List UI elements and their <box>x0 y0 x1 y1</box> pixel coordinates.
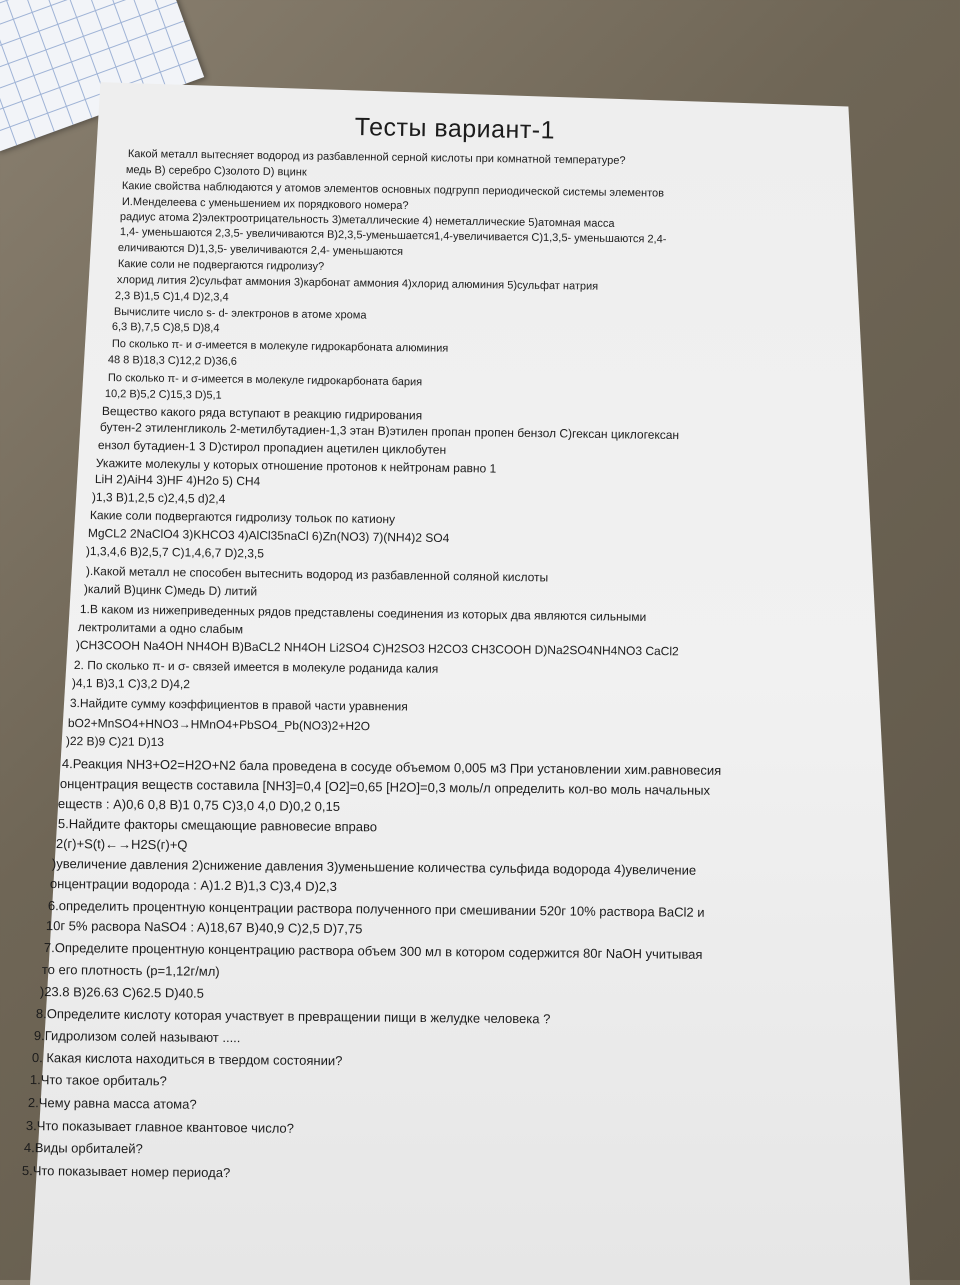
text-line: Укажите молекулы у которых отношение протонов к нейтронам равно 1 <box>95 456 497 476</box>
text-line: )1,3 B)1,2,5 c)2,4,5 d)2,4 <box>91 490 226 506</box>
text-line: )увеличение давления 2)снижение давления 3)уменьшение количества сульфида водорода 4)увеличение <box>51 856 697 878</box>
text-line: 8.Определите кислоту которая участвует в превращении пищи в желудке человека ? <box>35 1006 551 1027</box>
text-line: то его плотность (p=1,12г/мл) <box>41 962 220 979</box>
text-line: 7.Определите процентную концентрацию раствора объем 300 мл в котором содержится 80г NaOH учитывая <box>43 940 703 962</box>
text-line: онцентрация веществ составила [NH3]=0,4 [O2]=0,65 [H2O]=0,3 моль/л определить кол-во моль начальных <box>59 776 711 798</box>
text-line: медь B) серебро C)золото D) вцинк <box>125 164 307 179</box>
text-line: )калий B)цинк C)медь D) литий <box>83 582 258 599</box>
text-line: хлорид лития 2)сульфат аммония 3)карбонат аммония 4)хлорид алюминия 5)сульфат натрия <box>116 274 599 293</box>
text-line: Вещество какого ряда вступают в реакцию гидрирования <box>101 404 423 423</box>
text-line: )23.8 B)26.63 C)62.5 D)40.5 <box>39 984 205 1001</box>
text-line: 0. Какая кислота находиться в твердом состоянии? <box>31 1050 343 1069</box>
text-line: 3.Что показывает главное квантовое число? <box>25 1118 295 1136</box>
text-line: Вычислите число s- d- электронов в атоме хрома <box>113 306 367 322</box>
text-line: 48 8 B)18,3 C)12,2 D)36,6 <box>107 354 238 368</box>
text-line: )CH3COOH Na4OH NH4OH B)BaCL2 NH4OH Li2SO4 C)H2SO3 H2CO3 CH3COOH D)Na2SO4NH4NO3 CaCl2 <box>75 638 679 659</box>
text-line: 2.Чему равна масса атома? <box>27 1095 197 1112</box>
text-line: Какие соли подвергаются гидролизу тольок по катиону <box>89 508 396 527</box>
text-line: По сколько π- и σ-имеется в молекуле гидрокарбоната бария <box>107 372 423 389</box>
text-line: ).Какой металл не способен вытеснить водород из разбавленной соляной кислоты <box>85 564 549 585</box>
page-title: Тесты вариант-1 <box>354 113 556 145</box>
text-line: И.Менделеева с уменьшением их порядкового номера? <box>121 196 409 213</box>
text-line: )1,3,4,6 B)2,5,7 C)1,4,6,7 D)2,3,5 <box>85 544 265 561</box>
text-line: радиус атома 2)электроотрицательность 3)металлические 4) неметаллические 5)атомная масса <box>119 211 615 230</box>
text-line: 3.Найдите сумму коэффициентов в правой части уравнения <box>69 696 408 714</box>
text-line: Какие свойства наблюдаются у атомов элементов основных подгрупп периодической системы элементов <box>121 180 665 200</box>
text-line: 2,3 B)1,5 C)1,4 D)2,3,4 <box>114 290 229 304</box>
text-line: 1,4- уменьшаются 2,3,5- увеличиваются B)2,3,5-уменьшается1,4-увеличивается C)1,3,5- уменьшаются 2,4- <box>119 226 667 246</box>
text-line: LiH 2)AiH4 3)HF 4)H2o 5) CH4 <box>94 472 261 489</box>
text-line: 6,3 B),7,5 C)8,5 D)8,4 <box>111 321 220 335</box>
text-line: )22 B)9 C)21 D)13 <box>65 734 165 750</box>
text-line: бутен-2 этиленгликоль 2-метилбутадиен-1,3 этан B)этилен пропан пропен бензол C)гексан циклогексан <box>99 420 680 443</box>
text-line: 6.определить процентную концентрации раствора полученного при смешивании 520г 10% раствора BaCl2 и <box>47 898 705 920</box>
text-line: ензол бутадиен-1 3 D)стирол пропадиен ацетилен циклобутен <box>97 438 447 457</box>
text-line: еличиваются D)1,3,5- увеличиваются 2,4- уменьшаются <box>117 242 404 258</box>
text-line: MgCL2 2NaClO4 3)KHCO3 4)AlCl35naCl 6)Zn(NO3) 7)(NH4)2 SO4 <box>87 526 450 546</box>
text-line: 5.Найдите факторы смещающие равновесие вправо <box>57 816 378 835</box>
text-line: еществ : A)0,6 0,8 B)1 0,75 C)3,0 4,0 D)0,2 0,15 <box>57 796 341 814</box>
text-line: 4.Реакция NH3+O2=H2O+N2 бала проведена в сосуде объемом 0,005 м3 При установлении хим.равновесия <box>61 756 722 778</box>
text-line: онцентрации водорода : A)1.2 B)1,3 C)3,4 D)2,3 <box>49 876 337 895</box>
text-line: 2(г)+S(t)←→H2S(г)+Q <box>55 836 188 853</box>
text-line: Какие соли не подвергаются гидролизу? <box>117 258 325 273</box>
text-line: )4,1 B)3,1 C)3,2 D)4,2 <box>71 676 191 692</box>
text-line: 1.В каком из нижеприведенных рядов представлены соединения из которых два являются сильными <box>79 602 647 624</box>
text-line: 10г 5% расвора NaSO4 : A)18,67 B)40,9 C)2,5 D)7,75 <box>45 918 363 937</box>
text-line: По сколько π- и σ-имеется в молекуле гидрокарбоната алюминия <box>111 338 449 355</box>
text-line: Какой металл вытесняет водород из разбавленной серной кислоты при комнатной температуре? <box>127 148 626 167</box>
text-line: 2. По сколько π- и σ- связей имеется в молекуле роданида калия <box>73 658 439 676</box>
text-line: 10,2 B)5,2 C)15,3 D)5,1 <box>104 388 222 402</box>
text-line: лектролитами а одно слабым <box>77 620 244 637</box>
text-line: 9.Гидролизом солей называют ..... <box>33 1028 241 1046</box>
text-line: 5.Что показывает номер периода? <box>21 1163 231 1181</box>
text-line: 1.Что такое орбиталь? <box>29 1072 167 1089</box>
text-line: bO2+MnSO4+HNO3→HMnO4+PbSO4_Pb(NO3)2+H2O <box>67 716 371 734</box>
text-line: 4.Виды орбиталей? <box>23 1140 143 1157</box>
